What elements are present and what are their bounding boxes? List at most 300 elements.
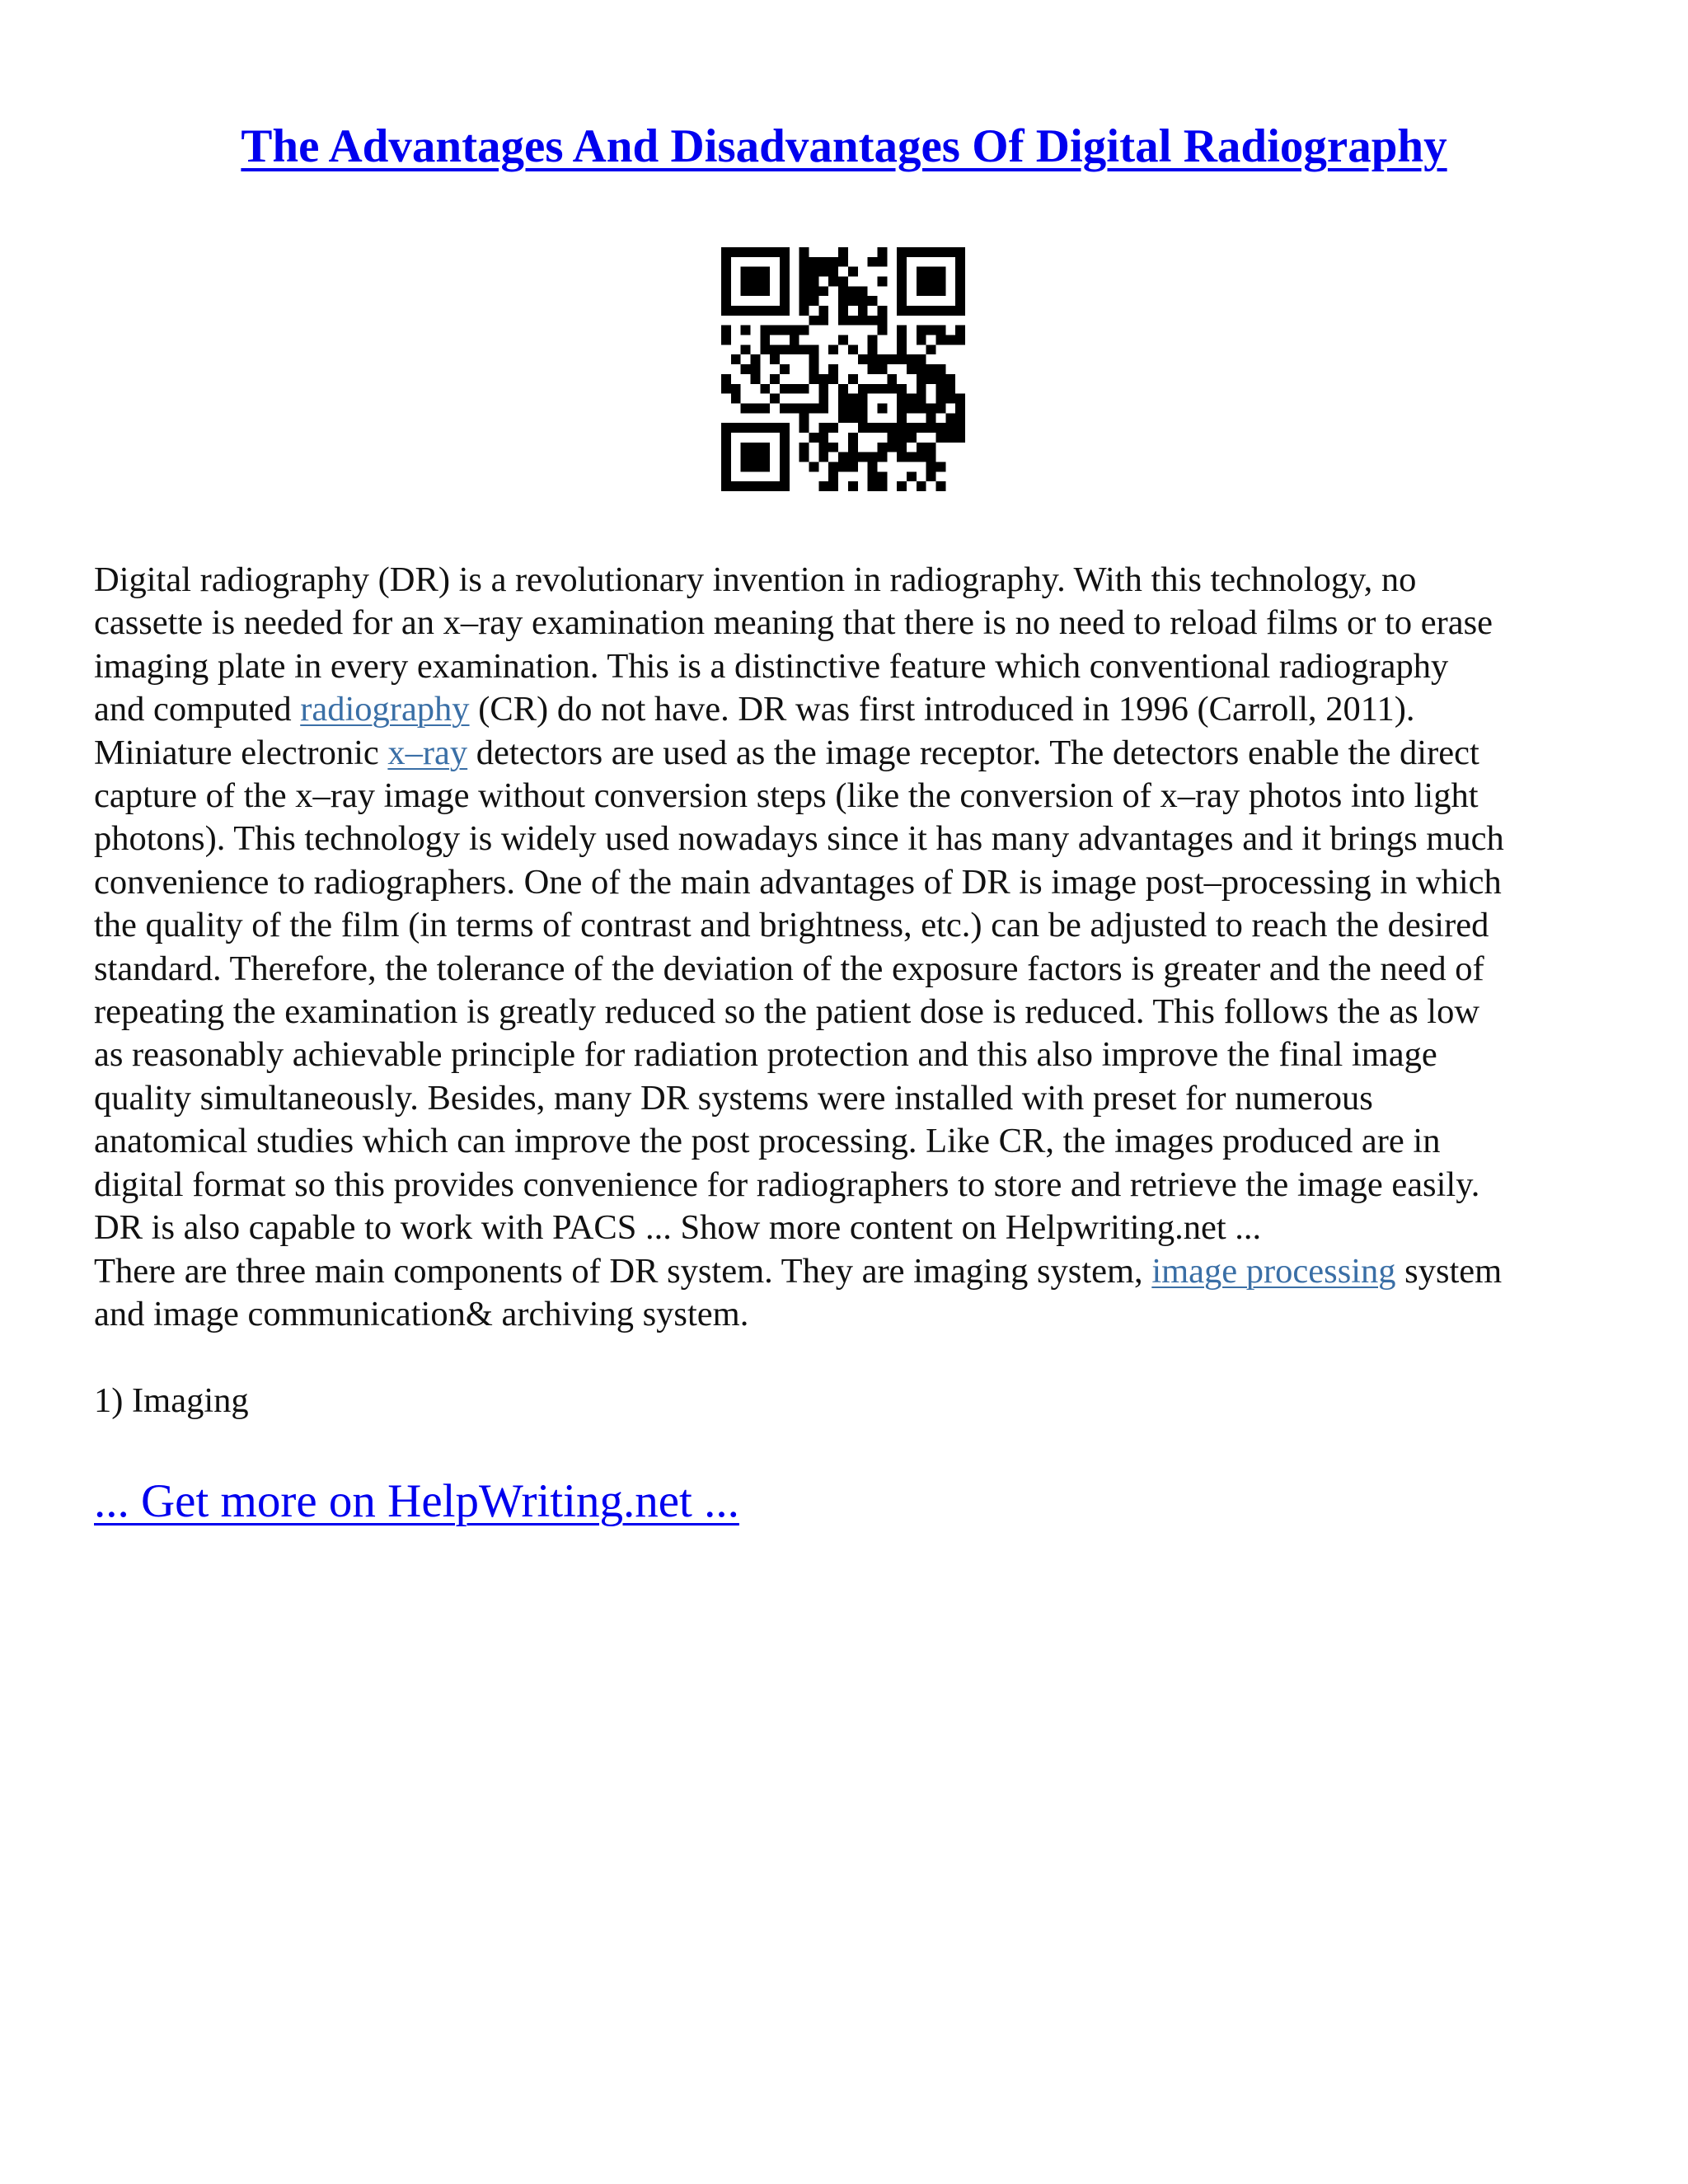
qr-module xyxy=(838,384,848,394)
qr-module xyxy=(858,384,868,394)
qr-module xyxy=(760,481,770,491)
qr-module xyxy=(770,354,780,364)
qr-module xyxy=(877,316,887,326)
qr-module xyxy=(799,413,809,423)
qr-module xyxy=(770,306,780,316)
text-segment: (CR) do not have. DR was first introduced in 1996 (Carroll, 2011). xyxy=(469,690,1415,729)
qr-module xyxy=(721,433,731,443)
qr-module xyxy=(858,403,868,413)
qr-module xyxy=(917,286,926,296)
qr-module xyxy=(877,403,887,413)
qr-module xyxy=(770,374,780,384)
qr-module xyxy=(877,423,887,433)
qr-module xyxy=(751,354,761,364)
qr-module xyxy=(868,316,878,326)
qr-module xyxy=(897,344,907,354)
qr-module xyxy=(897,433,907,443)
qr-module xyxy=(858,423,868,433)
qr-module xyxy=(780,296,790,306)
qr-module xyxy=(935,306,945,316)
qr-module xyxy=(828,462,838,471)
text-line: cassette is needed for an x–ray examination meaning that there is no need to reload films or to erase xyxy=(94,603,1493,643)
qr-module xyxy=(877,443,887,452)
qr-module xyxy=(917,481,926,491)
qr-module xyxy=(741,267,751,277)
qr-module xyxy=(897,277,907,287)
qr-module xyxy=(955,286,965,296)
qr-module xyxy=(945,306,955,316)
qr-module xyxy=(809,296,819,306)
qr-module xyxy=(770,423,780,433)
qr-module xyxy=(858,354,868,364)
qr-module xyxy=(935,267,945,277)
qr-module xyxy=(955,335,965,345)
qr-module xyxy=(897,286,907,296)
qr-module xyxy=(858,286,868,296)
qr-code-graphic xyxy=(721,247,965,491)
qr-module xyxy=(818,384,828,394)
qr-module xyxy=(731,354,741,364)
qr-module xyxy=(721,286,731,296)
qr-module xyxy=(799,326,809,335)
qr-module xyxy=(828,257,838,267)
qr-module xyxy=(955,277,965,287)
qr-module xyxy=(907,433,917,443)
section-heading: 1) Imaging xyxy=(94,1381,249,1420)
qr-module xyxy=(935,433,945,443)
qr-module xyxy=(721,481,731,491)
qr-module xyxy=(751,277,761,287)
qr-module xyxy=(741,247,751,257)
qr-module xyxy=(818,257,828,267)
qr-module xyxy=(868,452,878,462)
qr-module xyxy=(848,443,858,452)
qr-module xyxy=(818,452,828,462)
qr-module xyxy=(799,306,809,316)
qr-module xyxy=(877,452,887,462)
qr-module xyxy=(907,306,917,316)
qr-module xyxy=(935,286,945,296)
qr-module xyxy=(926,452,936,462)
text-line: repeating the examination is greatly reduced so the patient dose is reduced. This follows the as low xyxy=(94,992,1480,1032)
qr-module xyxy=(897,326,907,335)
qr-module xyxy=(770,394,780,404)
text-line: quality simultaneously. Besides, many DR systems were installed with preset for numerous xyxy=(94,1078,1373,1118)
qr-module xyxy=(741,452,751,462)
qr-module xyxy=(838,335,848,345)
qr-module xyxy=(848,374,858,384)
qr-module xyxy=(828,277,838,287)
qr-module xyxy=(818,286,828,296)
qr-module xyxy=(877,471,887,481)
qr-module xyxy=(907,247,917,257)
text-line: capture of the x–ray image without conversion steps (like the conversion of x–ray photos into light xyxy=(94,776,1479,816)
qr-module xyxy=(848,316,858,326)
qr-module xyxy=(799,423,809,433)
qr-module xyxy=(955,296,965,306)
qr-module xyxy=(741,403,751,413)
text-line xyxy=(94,1250,1602,1293)
qr-module xyxy=(721,374,731,384)
qr-module xyxy=(935,247,945,257)
qr-module xyxy=(770,247,780,257)
qr-module xyxy=(897,384,907,394)
qr-module xyxy=(887,374,897,384)
qr-module xyxy=(751,443,761,452)
qr-module xyxy=(926,423,936,433)
get-more-link[interactable]: ... Get more on HelpWriting.net ... xyxy=(94,1475,739,1527)
qr-module xyxy=(926,403,936,413)
qr-module xyxy=(848,394,858,404)
qr-module xyxy=(790,344,799,354)
qr-module xyxy=(907,452,917,462)
qr-module xyxy=(741,326,751,335)
qr-module xyxy=(838,394,848,404)
qr-module xyxy=(926,471,936,481)
text-segment: and computed xyxy=(94,690,301,729)
qr-code-icon xyxy=(721,247,965,491)
text-segment: Miniature electronic xyxy=(94,733,388,772)
qr-module xyxy=(731,247,741,257)
qr-module xyxy=(741,481,751,491)
qr-module xyxy=(897,443,907,452)
qr-module xyxy=(917,354,926,364)
qr-module xyxy=(799,452,809,462)
text-segment: detectors are used as the image receptor. The detectors enable the direct xyxy=(467,733,1479,772)
qr-module xyxy=(858,306,868,316)
text-line: standard. Therefore, the tolerance of the deviation of the exposure factors is greater and the need of xyxy=(94,949,1484,988)
qr-module xyxy=(818,306,828,316)
qr-module xyxy=(760,277,770,287)
qr-module xyxy=(721,384,731,394)
qr-module xyxy=(897,267,907,277)
qr-module xyxy=(818,267,828,277)
qr-module xyxy=(926,344,936,354)
qr-module xyxy=(799,403,809,413)
qr-module xyxy=(935,277,945,287)
qr-module xyxy=(780,462,790,471)
qr-module xyxy=(809,267,819,277)
qr-module xyxy=(887,423,897,433)
qr-module xyxy=(917,247,926,257)
qr-module xyxy=(760,326,770,335)
text-line: and image communication& archiving system. xyxy=(94,1294,749,1333)
qr-module xyxy=(848,433,858,443)
qr-module xyxy=(907,423,917,433)
x-ray-link[interactable]: x–ray xyxy=(387,733,468,772)
qr-module xyxy=(741,306,751,316)
qr-module xyxy=(935,384,945,394)
qr-module xyxy=(741,344,751,354)
qr-module xyxy=(838,257,848,267)
qr-module xyxy=(955,267,965,277)
qr-module xyxy=(818,443,828,452)
qr-module xyxy=(760,443,770,452)
qr-module xyxy=(731,306,741,316)
qr-module xyxy=(935,462,945,471)
radiography-link[interactable]: radiography xyxy=(300,690,470,729)
qr-module xyxy=(926,247,936,257)
qr-module xyxy=(741,286,751,296)
text-line: digital format so this provides convenience for radiographers to store and retrieve the image easily. xyxy=(94,1165,1480,1204)
qr-module xyxy=(917,267,926,277)
qr-module xyxy=(780,403,790,413)
qr-module xyxy=(818,481,828,491)
qr-module xyxy=(887,354,897,364)
qr-module xyxy=(877,306,887,316)
qr-module xyxy=(838,462,848,471)
qr-module xyxy=(917,326,926,335)
qr-module xyxy=(907,354,917,364)
qr-module xyxy=(877,257,887,267)
qr-module xyxy=(731,384,741,394)
qr-module xyxy=(877,277,887,287)
qr-module xyxy=(955,247,965,257)
qr-module xyxy=(945,394,955,404)
qr-module xyxy=(935,423,945,433)
qr-module xyxy=(897,394,907,404)
qr-module xyxy=(780,326,790,335)
qr-module xyxy=(917,364,926,374)
qr-module xyxy=(828,481,838,491)
qr-module xyxy=(809,277,819,287)
qr-module xyxy=(721,267,731,277)
qr-module xyxy=(935,335,945,345)
qr-module xyxy=(887,443,897,452)
qr-module xyxy=(868,423,878,433)
qr-module xyxy=(760,267,770,277)
qr-module xyxy=(945,433,955,443)
qr-module xyxy=(751,462,761,471)
qr-module xyxy=(935,326,945,335)
qr-module xyxy=(780,286,790,296)
qr-module xyxy=(848,344,858,354)
qr-module xyxy=(917,384,926,394)
text-line: imaging plate in every examination. This is a distinctive feature which conventional radiography xyxy=(94,646,1449,686)
qr-module xyxy=(721,462,731,471)
qr-module xyxy=(809,286,819,296)
qr-module xyxy=(877,364,887,374)
qr-module xyxy=(838,286,848,296)
qr-module xyxy=(809,433,819,443)
qr-module xyxy=(760,423,770,433)
qr-module xyxy=(799,384,809,394)
qr-module xyxy=(751,364,761,374)
qr-module xyxy=(828,267,838,277)
qr-module xyxy=(848,403,858,413)
qr-module xyxy=(945,247,955,257)
qr-module xyxy=(780,364,790,374)
qr-module xyxy=(848,481,858,491)
text-line: as reasonably achievable principle for radiation protection and this also improve the final image xyxy=(94,1035,1437,1075)
qr-module xyxy=(848,286,858,296)
qr-module xyxy=(760,286,770,296)
qr-module xyxy=(917,374,926,384)
qr-module xyxy=(721,471,731,481)
qr-module xyxy=(760,452,770,462)
qr-module xyxy=(848,452,858,462)
qr-module xyxy=(907,471,917,481)
qr-module xyxy=(751,374,761,384)
qr-module xyxy=(887,433,897,443)
qr-module xyxy=(760,462,770,471)
qr-module xyxy=(818,423,828,433)
qr-module xyxy=(917,394,926,404)
qr-module xyxy=(799,277,809,287)
qr-module xyxy=(887,384,897,394)
article-body xyxy=(94,559,1602,1336)
qr-module xyxy=(926,277,936,287)
qr-module xyxy=(818,394,828,404)
qr-module xyxy=(780,267,790,277)
qr-module xyxy=(838,413,848,423)
qr-module xyxy=(877,326,887,335)
qr-module xyxy=(770,481,780,491)
qr-module xyxy=(926,267,936,277)
qr-module xyxy=(721,452,731,462)
qr-module xyxy=(868,344,878,354)
qr-module xyxy=(955,403,965,413)
qr-module xyxy=(897,413,907,423)
qr-module xyxy=(868,462,878,471)
qr-module xyxy=(751,267,761,277)
qr-module xyxy=(897,452,907,462)
qr-module xyxy=(945,423,955,433)
qr-module xyxy=(799,267,809,277)
qr-module xyxy=(721,423,731,433)
qr-module xyxy=(926,306,936,316)
qr-module xyxy=(809,344,819,354)
qr-module xyxy=(955,257,965,267)
qr-module xyxy=(868,364,878,374)
qr-module xyxy=(741,277,751,287)
qr-module xyxy=(858,394,868,404)
qr-module xyxy=(780,277,790,287)
qr-module xyxy=(838,296,848,306)
qr-module xyxy=(868,384,878,394)
qr-module xyxy=(945,335,955,345)
text-line xyxy=(94,688,1602,731)
qr-module xyxy=(818,316,828,326)
qr-module xyxy=(809,354,819,364)
qr-module xyxy=(731,423,741,433)
qr-module xyxy=(858,296,868,306)
qr-module xyxy=(799,247,809,257)
qr-module xyxy=(848,462,858,471)
qr-module xyxy=(828,471,838,481)
qr-module xyxy=(828,423,838,433)
qr-module xyxy=(721,247,731,257)
qr-module xyxy=(838,306,848,316)
qr-module xyxy=(868,481,878,491)
qr-module xyxy=(897,423,907,433)
qr-module xyxy=(917,423,926,433)
qr-module xyxy=(780,452,790,462)
qr-module xyxy=(799,344,809,354)
qr-module xyxy=(926,374,936,384)
qr-module xyxy=(751,481,761,491)
qr-module xyxy=(955,413,965,423)
page-title-link[interactable]: The Advantages And Disadvantages Of Digital Radiography xyxy=(241,120,1447,172)
qr-module xyxy=(780,433,790,443)
qr-module xyxy=(926,326,936,335)
qr-module xyxy=(809,364,819,374)
qr-module xyxy=(760,335,770,345)
text-segment: There are three main components of DR system. They are imaging system, xyxy=(94,1251,1152,1291)
qr-module xyxy=(780,423,790,433)
qr-module xyxy=(760,344,770,354)
qr-module xyxy=(877,247,887,257)
qr-module xyxy=(809,374,819,384)
qr-module xyxy=(935,403,945,413)
qr-module xyxy=(858,413,868,423)
qr-module xyxy=(917,403,926,413)
qr-module xyxy=(790,384,799,394)
qr-module xyxy=(828,344,838,354)
qr-module xyxy=(790,326,799,335)
qr-module xyxy=(809,257,819,267)
qr-module xyxy=(741,462,751,471)
qr-module xyxy=(751,286,761,296)
qr-module xyxy=(955,394,965,404)
qr-module xyxy=(721,335,731,345)
qr-module xyxy=(790,403,799,413)
qr-module xyxy=(877,481,887,491)
qr-module xyxy=(780,481,790,491)
qr-module xyxy=(721,257,731,267)
qr-module xyxy=(917,443,926,452)
qr-module xyxy=(751,452,761,462)
qr-module xyxy=(780,306,790,316)
qr-module xyxy=(897,354,907,364)
qr-module xyxy=(721,306,731,316)
text-line: anatomical studies which can improve the post processing. Like CR, the images produced are in xyxy=(94,1122,1441,1161)
qr-module xyxy=(818,403,828,413)
qr-module xyxy=(907,394,917,404)
qr-module xyxy=(780,471,790,481)
qr-module xyxy=(848,413,858,423)
text-line: photons). This technology is widely used nowadays since it has many advantages and it brings much xyxy=(94,819,1504,859)
qr-module xyxy=(760,306,770,316)
qr-module xyxy=(945,413,955,423)
qr-module xyxy=(917,335,926,345)
qr-module xyxy=(955,306,965,316)
qr-module xyxy=(818,374,828,384)
qr-module xyxy=(721,296,731,306)
qr-module xyxy=(809,403,819,413)
text-line xyxy=(94,732,1602,775)
qr-module xyxy=(917,452,926,462)
qr-module xyxy=(868,257,878,267)
qr-module xyxy=(838,316,848,326)
qr-module xyxy=(897,403,907,413)
qr-module xyxy=(751,423,761,433)
text-line: the quality of the film (in terms of contrast and brightness, etc.) can be adjusted to reach the desired xyxy=(94,906,1489,945)
qr-module xyxy=(838,452,848,462)
qr-module xyxy=(780,247,790,257)
qr-module xyxy=(926,462,936,471)
qr-module xyxy=(799,286,809,296)
qr-module xyxy=(760,384,770,394)
qr-module xyxy=(897,296,907,306)
qr-module xyxy=(731,481,741,491)
qr-module xyxy=(799,257,809,267)
text-line: convenience to radiographers. One of the main advantages of DR is image post–processing in which xyxy=(94,862,1502,902)
qr-module xyxy=(809,316,819,326)
image-processing-link[interactable]: image processing xyxy=(1151,1251,1396,1291)
qr-module xyxy=(877,354,887,364)
qr-module xyxy=(780,257,790,267)
